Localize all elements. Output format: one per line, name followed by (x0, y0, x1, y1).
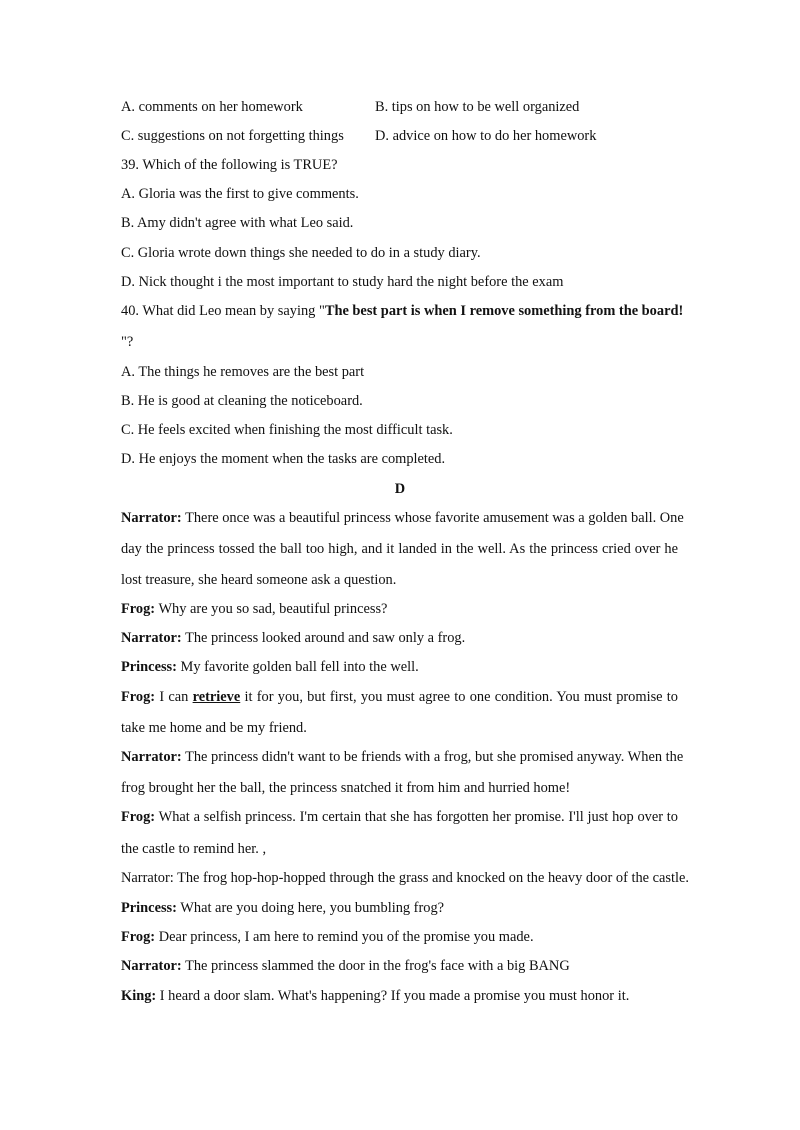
play-line (121, 957, 570, 975)
play-line: Narrator: The frog hop-hop-hopped through the grass and knocked on the heavy door of the castle. (121, 870, 689, 886)
speaker-label: King: (121, 988, 157, 1004)
play-line-continued: the castle to remind her. , (121, 841, 267, 857)
speaker-label: Princess: (121, 900, 177, 916)
dialogue-text: The princess looked around and saw only a frog. (181, 630, 466, 646)
dialogue-text: it for you, but first, you must agree to one condition. You must promise to (240, 689, 678, 705)
play-line (121, 658, 419, 676)
speaker-label: Narrator: (121, 749, 182, 765)
play-line (121, 629, 465, 647)
speaker-label: Frog: (121, 601, 156, 617)
play-line (121, 748, 684, 766)
q38-option-c: C. suggestions on not forgetting things (121, 128, 344, 144)
q40-option-b: B. He is good at cleaning the noticeboard. (121, 393, 363, 409)
play-line (121, 987, 629, 1005)
vocab-word-underlined: retrieve (192, 689, 241, 705)
q40-question-quote: The best part is when I remove something from the board! (324, 303, 684, 319)
dialogue-text: My favorite golden ball fell into the well. (176, 659, 419, 675)
play-line (121, 600, 387, 618)
dialogue-text: Dear princess, I am here to remind you of the promise you made. (155, 929, 534, 945)
play-line-continued: take me home and be my friend. (121, 720, 307, 736)
dialogue-text: Why are you so sad, beautiful princess? (155, 601, 388, 617)
q40-question (121, 302, 683, 320)
dialogue-text: The princess didn't want to be friends with a frog, but she promised anyway. When the (181, 749, 684, 765)
q39-option-d: D. Nick thought i the most important to study hard the night before the exam (121, 274, 564, 290)
q40-question-end: "? (121, 334, 134, 350)
q40-question-prefix: 40. What did Leo mean by saying " (121, 303, 325, 319)
q39-option-b: B. Amy didn't agree with what Leo said. (121, 215, 354, 231)
q39-option-a: A. Gloria was the first to give comments. (121, 186, 359, 202)
speaker-label: Frog: (121, 689, 156, 705)
play-line-continued: lost treasure, she heard someone ask a question. (121, 572, 397, 588)
play-line-continued: day the princess tossed the ball too high, and it landed in the well. As the princess cried over he (121, 541, 678, 557)
section-title: D (394, 481, 406, 497)
dialogue-text: I can (155, 689, 193, 705)
play-line (121, 928, 534, 946)
speaker-label: Narrator: (121, 510, 182, 526)
speaker-label: Frog: (121, 929, 156, 945)
dialogue-text: The princess slammed the door in the frog's face with a big BANG (181, 958, 570, 974)
play-line (121, 509, 684, 527)
q40-option-c: C. He feels excited when finishing the most difficult task. (121, 422, 453, 438)
speaker-label: Narrator: (121, 630, 182, 646)
speaker-label: Princess: (121, 659, 177, 675)
dialogue-text: What a selfish princess. I'm certain that she has forgotten her promise. I'll just hop over to (155, 809, 678, 825)
dialogue-text: What are you doing here, you bumbling frog? (176, 900, 445, 916)
q39-option-c: C. Gloria wrote down things she needed to do in a study diary. (121, 245, 481, 261)
dialogue-text: There once was a beautiful princess whose favorite amusement was a golden ball. One (181, 510, 684, 526)
q38-option-d: D. advice on how to do her homework (375, 128, 597, 144)
q38-option-a: A. comments on her homework (121, 99, 303, 115)
speaker-label: Frog: (121, 809, 156, 825)
play-line (121, 808, 678, 826)
q40-option-a: A. The things he removes are the best part (121, 364, 365, 380)
q38-option-b: B. tips on how to be well organized (375, 99, 580, 115)
play-line (121, 688, 678, 706)
speaker-label: Narrator: (121, 958, 182, 974)
q40-option-d: D. He enjoys the moment when the tasks are completed. (121, 451, 446, 467)
dialogue-text: I heard a door slam. What's happening? If you made a promise you must honor it. (156, 988, 630, 1004)
play-line-continued: frog brought her the ball, the princess snatched it from him and hurried home! (121, 780, 571, 796)
q39-question: 39. Which of the following is TRUE? (121, 157, 338, 173)
play-line (121, 899, 444, 917)
